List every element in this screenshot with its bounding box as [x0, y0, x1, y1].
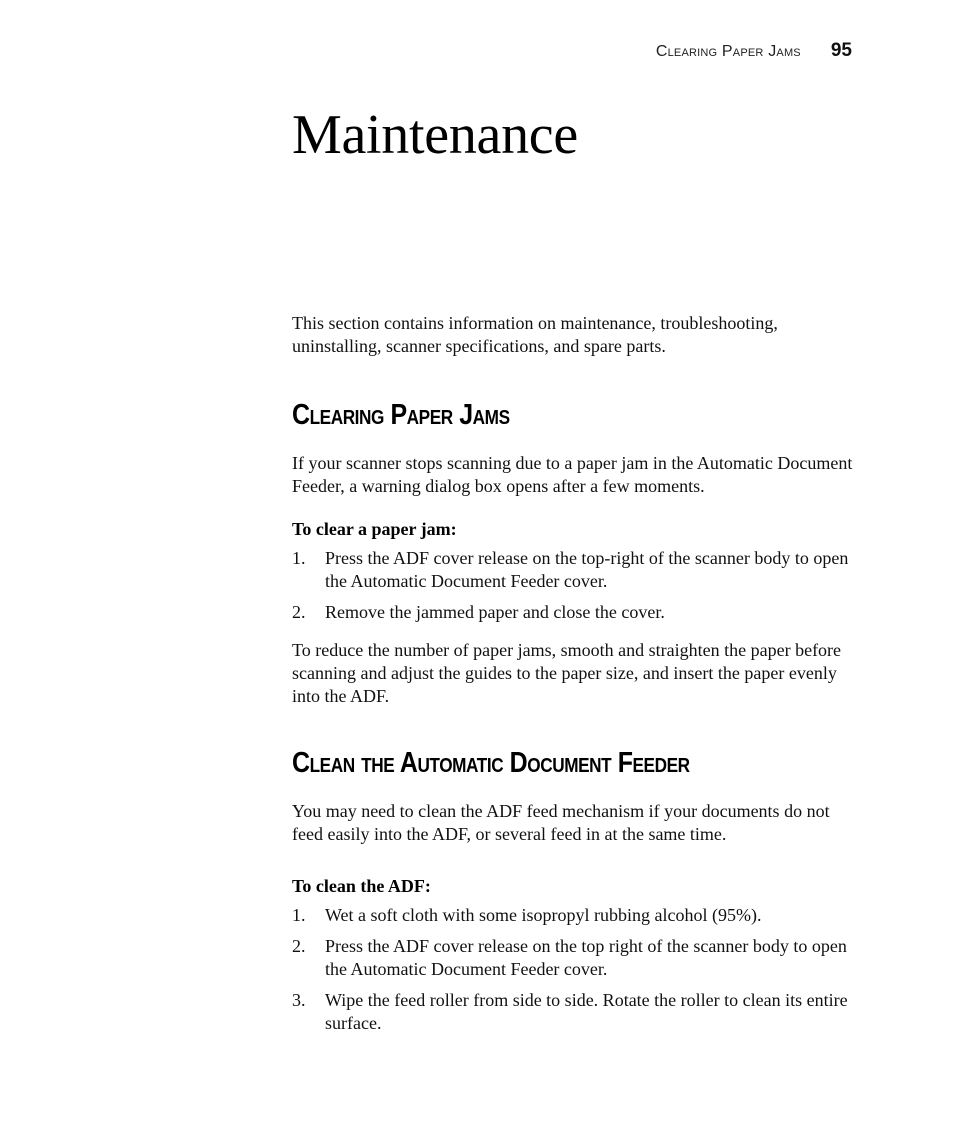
step-number: 2. [292, 936, 306, 956]
list-item [292, 601, 854, 624]
list-item [292, 989, 854, 1035]
chapter-intro: This section contains information on maintenance, troubleshooting, uninstalling, scanner specifications, and spare parts. [292, 313, 778, 356]
list-item [292, 935, 854, 981]
section-heading-clearing-paper-jams: Clearing Paper Jams [292, 399, 510, 431]
step-text: Remove the jammed paper and close the cover. [325, 602, 665, 622]
section-heading-clean-adf: Clean the Automatic Document Feeder [292, 747, 690, 779]
procedure-heading-clear-jam: To clear a paper jam: [292, 519, 457, 539]
chapter-title: Maintenance [292, 104, 578, 166]
running-title: Clearing Paper Jams [655, 43, 801, 60]
step-number: 1. [292, 548, 306, 568]
section-intro-clean-adf: You may need to clean the ADF feed mechanism if your documents do not feed easily into the ADF, or several feed in at the same time. [292, 801, 830, 844]
section-intro-paper-jams: If your scanner stops scanning due to a paper jam in the Automatic Document Feeder, a warning dialog box opens after a few moments. [292, 453, 853, 496]
list-item [292, 904, 854, 927]
paper-jam-tip: To reduce the number of paper jams, smooth and straighten the paper before scanning and adjust the guides to the paper size, and insert the paper evenly into the ADF. [292, 640, 842, 706]
running-header [656, 40, 852, 62]
steps-clean-adf [292, 904, 854, 1043]
page-number: 95 [830, 40, 852, 61]
step-number: 1. [292, 905, 306, 925]
list-item [292, 547, 854, 593]
step-text: Press the ADF cover release on the top-right of the scanner body to open the Automatic Document Feeder cover. [325, 548, 849, 591]
step-text: Wet a soft cloth with some isopropyl rubbing alcohol (95%). [325, 905, 762, 925]
procedure-heading-clean-adf: To clean the ADF: [292, 876, 431, 896]
step-number: 3. [292, 990, 306, 1010]
step-text: Wipe the feed roller from side to side. Rotate the roller to clean its entire surface. [325, 990, 848, 1033]
steps-clear-jam [292, 547, 854, 632]
step-number: 2. [292, 602, 306, 622]
step-text: Press the ADF cover release on the top right of the scanner body to open the Automatic Document Feeder cover. [325, 936, 847, 979]
